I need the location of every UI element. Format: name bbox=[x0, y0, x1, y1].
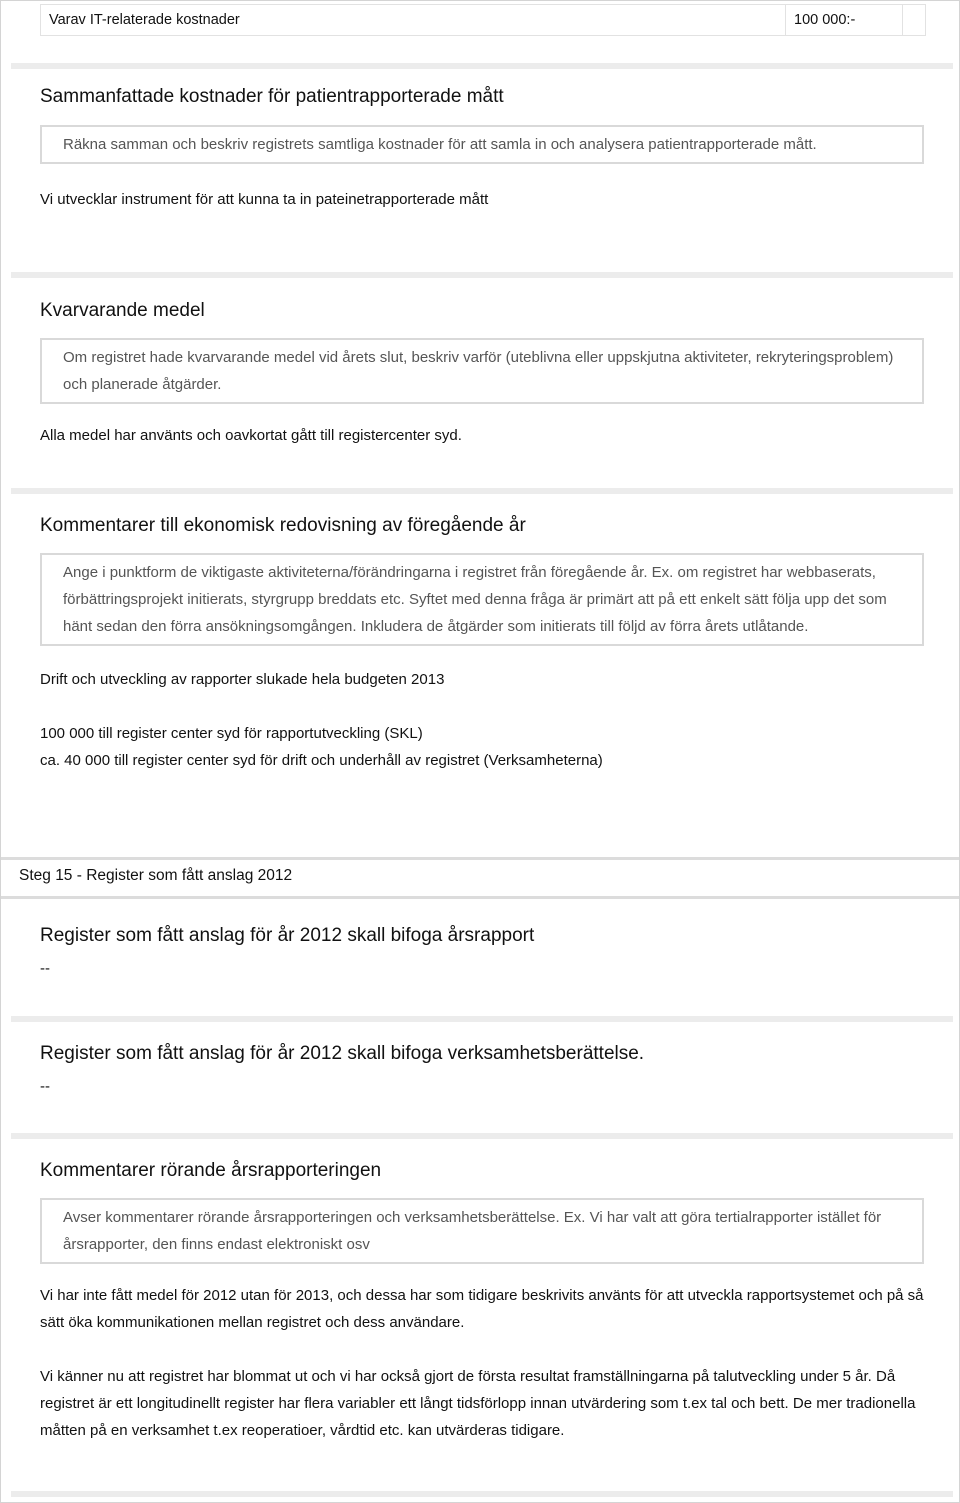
report-comments-answer-2: Vi känner nu att registret har blommat ut och vi har också gjort de första resultat framställningarna på talutveckling under 5 år. Då registret är ett longitudinellt register har flera variabler ett långt tidsförlopp innan utvärdering som t.ex tal och bett. De mer tradionella måtten på en verksamhet t.ex reoperatioer, vårdtid etc. kan utvärderas tidigare. bbox=[40, 1368, 916, 1439]
remaining-funds-heading: Kvarvarande medel bbox=[40, 300, 205, 321]
economic-comments-heading: Kommentarer till ekonomisk redovisning av föregående år bbox=[40, 515, 526, 536]
prom-costs-heading: Sammanfattade kostnader för patientrapporterade mått bbox=[40, 86, 504, 107]
economic-comments-answer-1: Drift och utveckling av rapporter slukade hela budgeten 2013 bbox=[40, 671, 445, 688]
step-header bbox=[1, 857, 959, 899]
annual-report-section bbox=[40, 924, 924, 982]
report-comments-heading: Kommentarer rörande årsrapporteringen bbox=[40, 1160, 382, 1181]
it-cost-value: 100 000:- bbox=[786, 5, 903, 35]
it-cost-row bbox=[40, 4, 926, 36]
report-comments-answer-1: Vi har inte fått medel för 2012 utan för 2013, och dessa har som tidigare beskrivits använts för att utveckla rapportsystemet och på så sätt öka kommunikationen mellan registret och dess användare. bbox=[40, 1287, 924, 1331]
annual-report-answer: -- bbox=[40, 960, 50, 977]
economic-comments-answer-2: 100 000 till register center syd för rapportutveckling (SKL) bbox=[40, 725, 423, 742]
remaining-funds-section bbox=[40, 299, 924, 449]
section-divider bbox=[11, 63, 953, 69]
step-title: Steg 15 - Register som fått anslag 2012 bbox=[19, 867, 293, 884]
economic-comments-answer-3: ca. 40 000 till register center syd för drift och underhåll av registret (Verksamheterna) bbox=[40, 752, 603, 769]
activity-report-answer: -- bbox=[40, 1078, 50, 1095]
activity-report-section bbox=[40, 1042, 924, 1100]
annual-report-heading: Register som fått anslag för år 2012 skall bifoga årsrapport bbox=[40, 925, 535, 946]
prom-costs-hint: Räkna samman och beskriv registrets samtliga kostnader för att samla in och analysera patientrapporterade mått. bbox=[40, 125, 924, 164]
prom-costs-section bbox=[40, 85, 924, 213]
economic-comments-section bbox=[40, 514, 924, 774]
section-divider bbox=[11, 272, 953, 278]
section-divider bbox=[11, 1016, 953, 1022]
empty-cell bbox=[903, 5, 925, 35]
report-comments-section bbox=[40, 1159, 924, 1444]
economic-comments-hint: Ange i punktform de viktigaste aktiviteterna/förändringarna i registret från föregående år. Ex. om registret har webbaserats, förbättringsprojekt initierats, styrgrupp breddats etc. Syftet med denna fråga är primärt att på ett enkelt sätt följa upp det som hänt sedan den förra ansökningsomgången. Inkludera de åtgärder som initierats till följd av förra årets utlåtande. bbox=[40, 553, 924, 646]
report-comments-hint: Avser kommentarer rörande årsrapporteringen och verksamhetsberättelse. Ex. Vi har valt att göra tertialrapporter istället för årsrapporter, den finns endast elektroniskt osv bbox=[40, 1198, 924, 1264]
it-cost-label: Varav IT-relaterade kostnader bbox=[41, 5, 786, 35]
section-divider bbox=[11, 488, 953, 494]
section-divider bbox=[11, 1491, 953, 1497]
activity-report-heading: Register som fått anslag för år 2012 skall bifoga verksamhetsberättelse. bbox=[40, 1043, 645, 1064]
prom-costs-answer: Vi utvecklar instrument för att kunna ta in pateinetrapporterade mått bbox=[40, 191, 489, 208]
section-divider bbox=[11, 1133, 953, 1139]
remaining-funds-hint: Om registret hade kvarvarande medel vid årets slut, beskriv varför (uteblivna eller uppskjutna aktiviteter, rekryteringsproblem) och planerade åtgärder. bbox=[40, 338, 924, 404]
remaining-funds-answer: Alla medel har använts och oavkortat gått till registercenter syd. bbox=[40, 427, 462, 444]
